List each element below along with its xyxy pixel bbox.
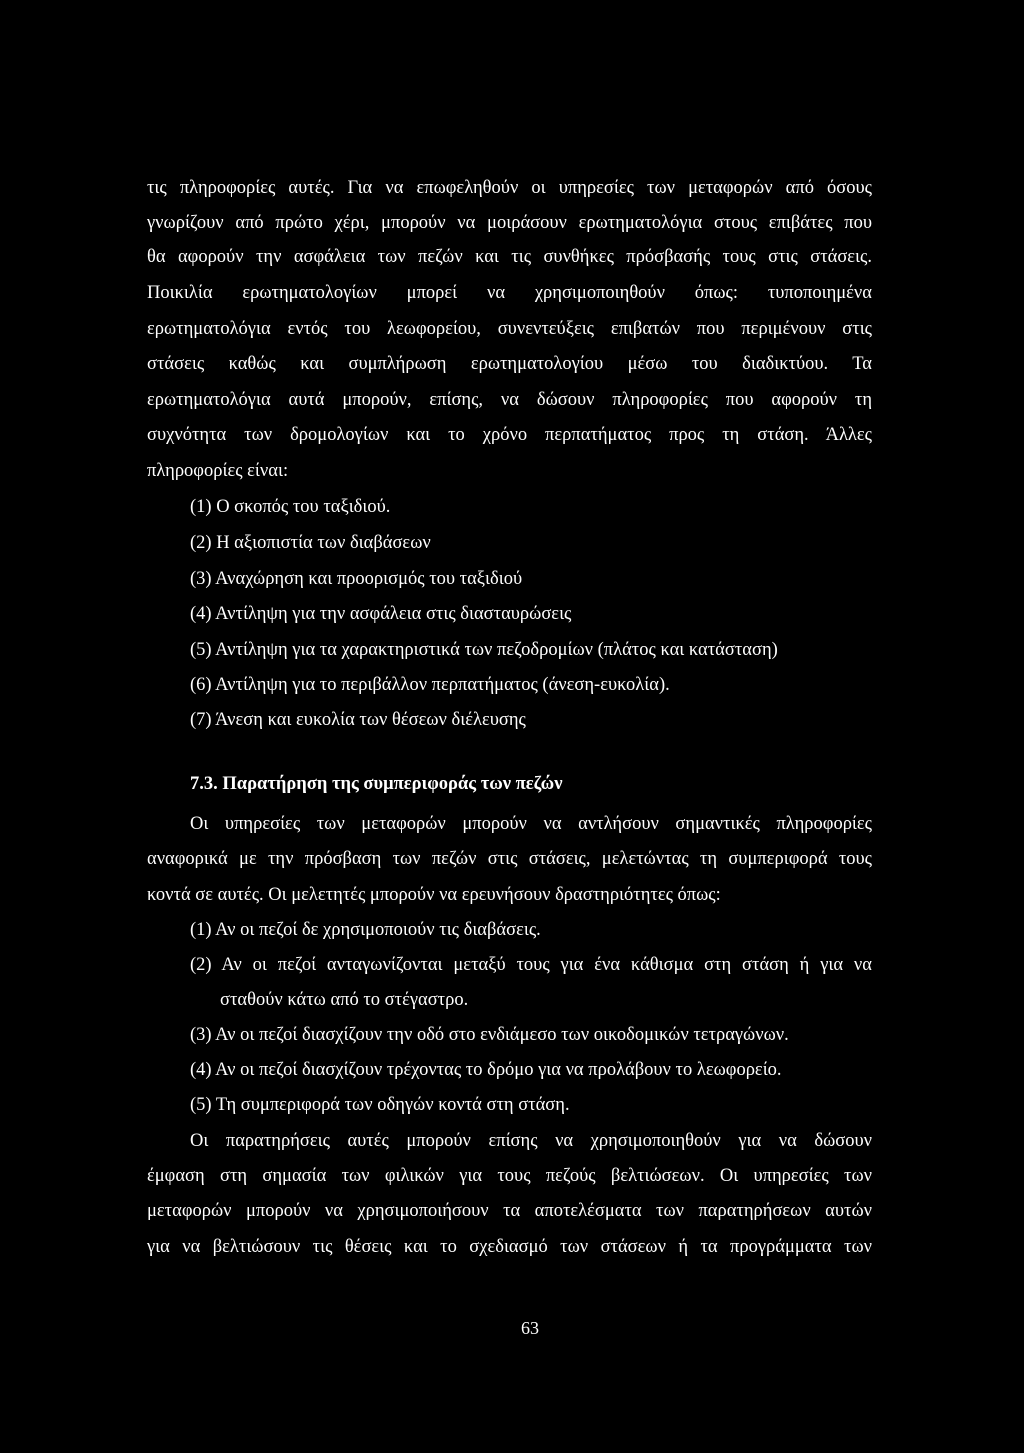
paragraph-1-line-9: πληροφορίες είναι:	[147, 461, 289, 481]
paragraph-1-line-6: στάσεις καθώς και συμπλήρωση ερωτηματολογίου μέσω του διαδικτύου. Τα	[147, 354, 872, 374]
paragraph-1-line-1: τις πληροφορίες αυτές. Για να επωφεληθούν οι υπηρεσίες των μεταφορών από όσους	[147, 178, 872, 198]
paragraph-3-line-1: Οι παρατηρήσεις αυτές μπορούν επίσης να χρησιμοποιηθούν για να δώσουν	[190, 1131, 872, 1151]
paragraph-2-line-1: Οι υπηρεσίες των μεταφορών μπορούν να αντλήσουν σημαντικές πληροφορίες	[190, 814, 872, 834]
paragraph-2-line-3: κοντά σε αυτές. Οι μελετητές μπορούν να ερευνήσουν δραστηριότητες όπως:	[147, 885, 721, 905]
paragraph-1-line-8: συχνότητα των δρομολογίων και το χρόνο περπατήματος προς τη στάση. Άλλες	[147, 425, 872, 445]
paragraph-3-line-2: έμφαση στη σημασία των φιλικών για τους πεζούς βελτιώσεων. Οι υπηρεσίες των	[147, 1166, 872, 1186]
list-2-item: (5) Τη συμπεριφορά των οδηγών κοντά στη στάση.	[190, 1095, 570, 1115]
list-1-item: (7) Άνεση και ευκολία των θέσεων διέλευσης	[190, 710, 526, 730]
list-1-item: (6) Αντίληψη για το περιβάλλον περπατήματος (άνεση-ευκολία).	[190, 675, 670, 695]
list-1-item: (1) Ο σκοπός του ταξιδιού.	[190, 497, 391, 517]
paragraph-1-line-2: γνωρίζουν από πρώτο χέρι, μπορούν να μοιράσουν ερωτηματολόγια στους επιβάτες που	[147, 213, 872, 233]
list-2-item: (4) Αν οι πεζοί διασχίζουν τρέχοντας το δρόμο για να προλάβουν το λεωφορείο.	[190, 1060, 782, 1080]
list-2-item: (1) Αν οι πεζοί δε χρησιμοποιούν τις διαβάσεις.	[190, 920, 541, 940]
paragraph-1-line-3: θα αφορούν την ασφάλεια των πεζών και τις συνθήκες πρόσβασής τους στις στάσεις.	[147, 247, 872, 267]
paragraph-1-line-4: Ποικιλία ερωτηματολογίων μπορεί να χρησιμοποιηθούν όπως: τυποποιημένα	[147, 283, 872, 303]
paragraph-3-line-3: μεταφορών μπορούν να χρησιμοποιήσουν τα αποτελέσματα των παρατηρήσεων αυτών	[147, 1201, 872, 1221]
list-1-item: (3) Αναχώρηση και προορισμός του ταξιδιού	[190, 569, 523, 589]
page-number: 63	[521, 1318, 539, 1338]
list-1-item: (5) Αντίληψη για τα χαρακτηριστικά των πεζοδρομίων (πλάτος και κατάσταση)	[190, 640, 778, 660]
section-title: Παρατήρηση της συμπεριφοράς των πεζών	[222, 774, 563, 794]
paragraph-1-line-5: ερωτηματολόγια εντός του λεωφορείου, συνεντεύξεις επιβατών που περιμένουν στις	[147, 319, 872, 339]
list-1-item: (4) Αντίληψη για την ασφάλεια στις διασταυρώσεις	[190, 604, 572, 624]
list-2-item: (2) Αν οι πεζοί ανταγωνίζονται μεταξύ τους για ένα κάθισμα στη στάση ή για να	[190, 955, 872, 975]
paragraph-1-line-7: ερωτηματολόγια αυτά μπορούν, επίσης, να δώσουν πληροφορίες που αφορούν τη	[147, 390, 872, 410]
section-number: 7.3.	[190, 774, 218, 794]
section-heading	[190, 773, 562, 795]
list-2-item: (3) Αν οι πεζοί διασχίζουν την οδό στο ενδιάμεσο των οικοδομικών τετραγώνων.	[190, 1025, 789, 1045]
paragraph-3-line-4: για να βελτιώσουν τις θέσεις και το σχεδιασμό των στάσεων ή τα προγράμματα των	[147, 1237, 872, 1257]
paragraph-2-line-2: αναφορικά με την πρόσβαση των πεζών στις στάσεις, μελετώντας τη συμπεριφορά τους	[147, 849, 872, 869]
list-1-item: (2) Η αξιοπιστία των διαβάσεων	[190, 533, 431, 553]
list-2-item-continuation: σταθούν κάτω από το στέγαστρο.	[220, 990, 469, 1010]
